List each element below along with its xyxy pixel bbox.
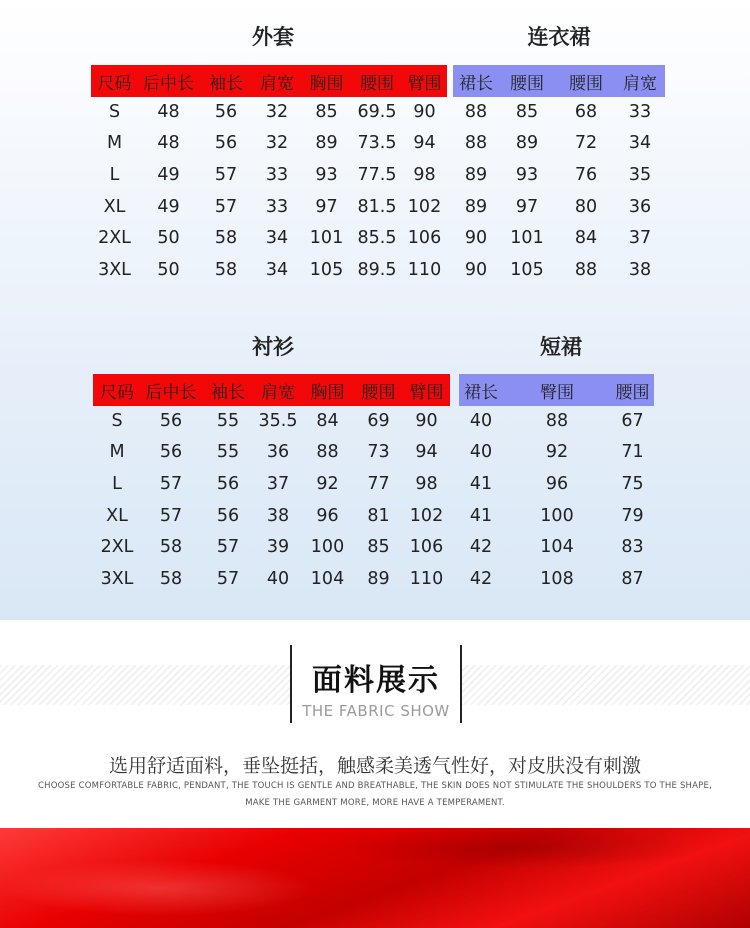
table-cell: 71	[621, 442, 644, 463]
table-cell: 89	[515, 133, 539, 154]
table-cell: XL	[103, 196, 126, 217]
table-row	[459, 437, 654, 469]
table-row	[93, 563, 450, 595]
table-cell: 32	[265, 101, 289, 122]
table-cell: S	[108, 101, 121, 122]
table-cell: 93	[515, 164, 539, 185]
table-cell: 37	[266, 473, 290, 494]
table-cell: 80	[574, 196, 598, 217]
dress-header-cell: 肩宽	[623, 73, 657, 94]
table-cell: 88	[464, 133, 488, 154]
table-cell: 56	[216, 505, 240, 526]
table-row	[453, 159, 665, 191]
table-cell: 73	[367, 442, 390, 463]
table-cell: 38	[266, 505, 290, 526]
table-row	[91, 191, 447, 223]
table-cell: 84	[316, 410, 339, 431]
table-cell: 100	[310, 537, 345, 558]
table-cell: 89	[464, 164, 488, 185]
table-cell: 58	[214, 228, 238, 249]
table-cell: 32	[265, 133, 289, 154]
table-cell: 101	[510, 228, 544, 249]
table-cell: 40	[469, 442, 493, 463]
fabric-description-cn: 选用舒适面料，垂坠挺括，触感柔美透气性好，对皮肤没有刺激	[108, 755, 641, 777]
table-row	[459, 500, 654, 532]
table-cell: 88	[464, 101, 488, 122]
table-cell: 102	[409, 505, 444, 526]
table-cell: L	[109, 164, 120, 185]
table-row	[93, 405, 450, 437]
table-row	[459, 405, 654, 437]
shirt-header-cell: 后中长	[145, 382, 197, 403]
table-cell: 85	[367, 537, 390, 558]
table-cell: 2XL	[98, 228, 131, 249]
skirt-table-body	[459, 405, 654, 595]
table-cell: 106	[409, 537, 444, 558]
fabric-subtitle: THE FABRIC SHOW	[302, 702, 450, 720]
table-cell: 96	[316, 505, 339, 526]
table-cell: 85.5	[357, 228, 397, 249]
table-cell: 49	[157, 164, 180, 185]
coat-header-cell: 腰围	[360, 73, 394, 94]
table-cell: 34	[628, 133, 652, 154]
table-cell: 3XL	[100, 568, 134, 589]
table-cell: 105	[309, 259, 344, 280]
coat-header-cell: 胸围	[309, 73, 344, 94]
table-cell: 92	[545, 442, 569, 463]
coat-header-row	[91, 65, 447, 97]
dress-title: 连衣裙	[527, 25, 591, 49]
table-cell: 89	[464, 196, 488, 217]
table-cell: 42	[469, 537, 493, 558]
table-cell: 57	[159, 505, 183, 526]
table-cell: 72	[574, 133, 598, 154]
table-cell: 105	[510, 259, 544, 280]
shirt-header-cell: 胸围	[310, 382, 345, 403]
table-cell: 56	[159, 442, 183, 463]
table-cell: 57	[214, 164, 238, 185]
dress-header-cell: 腰围	[510, 73, 544, 94]
table-cell: 102	[407, 196, 442, 217]
dress-header-row	[453, 65, 665, 97]
table-cell: 81	[367, 505, 390, 526]
table-cell: 58	[159, 537, 183, 558]
coat-header-cell: 肩宽	[260, 73, 294, 94]
table-cell: 39	[266, 537, 290, 558]
table-cell: 90	[464, 259, 488, 280]
table-cell: 110	[407, 259, 442, 280]
table-cell: 57	[216, 537, 240, 558]
table-row	[91, 96, 447, 128]
table-cell: 34	[265, 228, 289, 249]
table-cell: 41	[469, 505, 493, 526]
shirt-header-cell: 尺码	[100, 382, 134, 403]
table-row	[91, 159, 447, 191]
table-cell: 84	[574, 228, 598, 249]
table-row	[91, 254, 447, 286]
table-cell: 97	[315, 196, 338, 217]
table-cell: 33	[265, 164, 289, 185]
table-row	[91, 222, 447, 254]
table-cell: 98	[415, 473, 438, 494]
table-cell: 56	[214, 133, 238, 154]
table-cell: 55	[216, 410, 240, 431]
table-cell: 33	[628, 101, 652, 122]
table-row	[459, 563, 654, 595]
table-row	[93, 468, 450, 500]
table-cell: 56	[214, 101, 238, 122]
skirt-header-cell: 裙长	[464, 382, 498, 403]
table-cell: 89	[315, 133, 338, 154]
table-cell: 69.5	[357, 101, 397, 122]
fabric-description-en-line1: CHOOSE COMFORTABLE FABRIC, PENDANT, THE TOUCH IS GENTLE AND BREATHABLE, THE SKIN DOES NOT STIMULATE THE SHOULDERS TO THE SHAPE,	[38, 781, 712, 791]
table-row	[91, 128, 447, 160]
table-cell: 38	[628, 259, 652, 280]
table-cell: 35.5	[258, 410, 298, 431]
skirt-title: 短裙	[540, 335, 582, 359]
table-row	[453, 128, 665, 160]
table-cell: 108	[540, 568, 574, 589]
table-row	[459, 531, 654, 563]
table-cell: 96	[545, 473, 569, 494]
table-row	[93, 531, 450, 563]
table-cell: 36	[266, 442, 290, 463]
table-cell: 56	[216, 473, 240, 494]
table-cell: 87	[621, 568, 644, 589]
table-cell: 94	[415, 442, 438, 463]
table-cell: 106	[407, 228, 442, 249]
table-cell: M	[106, 133, 123, 154]
table-cell: 94	[413, 133, 436, 154]
table-row	[93, 500, 450, 532]
coat-header-cell: 臂围	[407, 73, 442, 94]
table-cell: 73.5	[357, 133, 397, 154]
dress-header-cell: 裙长	[459, 73, 493, 94]
table-cell: 37	[628, 228, 652, 249]
table-cell: 76	[574, 164, 598, 185]
table-cell: 104	[540, 537, 574, 558]
skirt-header-row	[459, 374, 654, 406]
fabric-title: 面料展示	[312, 663, 440, 698]
skirt-header-cell: 腰围	[615, 382, 650, 403]
table-cell: 68	[574, 101, 598, 122]
table-cell: XL	[106, 505, 128, 526]
table-cell: 2XL	[100, 537, 134, 558]
table-row	[453, 254, 665, 286]
table-cell: 48	[157, 101, 180, 122]
table-cell: 88	[574, 259, 598, 280]
table-cell: 83	[621, 537, 644, 558]
table-row	[93, 437, 450, 469]
table-cell: 42	[469, 568, 493, 589]
table-cell: 81.5	[357, 196, 397, 217]
coat-title: 外套	[252, 25, 294, 49]
table-cell: 89.5	[357, 259, 397, 280]
table-cell: 77	[367, 473, 390, 494]
table-cell: 40	[266, 568, 290, 589]
table-cell: 88	[545, 410, 569, 431]
table-row	[453, 96, 665, 128]
table-cell: 41	[469, 473, 493, 494]
red-fabric-image	[0, 828, 750, 928]
table-cell: 75	[621, 473, 644, 494]
table-cell: 90	[415, 410, 438, 431]
shirt-header-cell: 臂围	[409, 382, 444, 403]
table-row	[453, 222, 665, 254]
table-cell: 50	[157, 228, 180, 249]
table-cell: 97	[515, 196, 539, 217]
shirt-header-cell: 腰围	[361, 382, 396, 403]
table-cell: 3XL	[98, 259, 131, 280]
shirt-title: 衬衫	[252, 335, 294, 359]
shirt-header-cell: 肩宽	[261, 382, 295, 403]
table-cell: 67	[621, 410, 644, 431]
table-cell: 92	[316, 473, 339, 494]
table-cell: 57	[216, 568, 240, 589]
coat-header-cell: 袖长	[209, 73, 243, 94]
table-cell: 50	[157, 259, 180, 280]
shirt-header-row	[93, 374, 450, 406]
table-cell: 69	[367, 410, 390, 431]
table-cell: 98	[413, 164, 436, 185]
table-cell: 88	[316, 442, 339, 463]
table-cell: 93	[315, 164, 338, 185]
table-cell: 34	[265, 259, 289, 280]
dress-header-cell: 腰围	[569, 73, 603, 94]
table-cell: 100	[540, 505, 574, 526]
coat-header-cell: 后中长	[143, 73, 194, 94]
table-cell: M	[109, 442, 125, 463]
table-cell: 90	[464, 228, 488, 249]
table-cell: 90	[413, 101, 436, 122]
table-cell: 101	[309, 228, 344, 249]
fabric-description-en-line2: MAKE THE GARMENT MORE, MORE HAVE A TEMPERAMENT.	[245, 798, 505, 808]
table-cell: 104	[310, 568, 345, 589]
table-cell: 57	[159, 473, 183, 494]
table-cell: 33	[265, 196, 289, 217]
table-cell: S	[111, 410, 123, 431]
table-cell: 57	[214, 196, 238, 217]
table-cell: 77.5	[357, 164, 397, 185]
table-row	[459, 468, 654, 500]
shirt-table-body	[93, 405, 450, 595]
table-cell: L	[112, 473, 122, 494]
table-cell: 48	[157, 133, 180, 154]
table-cell: 79	[621, 505, 644, 526]
table-cell: 35	[628, 164, 652, 185]
table-cell: 40	[469, 410, 493, 431]
coat-table-body	[91, 96, 447, 286]
dress-table-body	[453, 96, 665, 286]
table-cell: 56	[159, 410, 183, 431]
coat-header-cell: 尺码	[97, 73, 132, 94]
table-cell: 89	[367, 568, 390, 589]
table-cell: 85	[315, 101, 338, 122]
table-cell: 58	[159, 568, 183, 589]
skirt-header-cell: 臀围	[540, 382, 574, 403]
table-cell: 58	[214, 259, 238, 280]
table-cell: 55	[216, 442, 240, 463]
shirt-header-cell: 袖长	[211, 382, 245, 403]
table-cell: 110	[409, 568, 444, 589]
table-cell: 36	[628, 196, 652, 217]
table-cell: 85	[515, 101, 539, 122]
table-row	[453, 191, 665, 223]
table-cell: 49	[157, 196, 180, 217]
